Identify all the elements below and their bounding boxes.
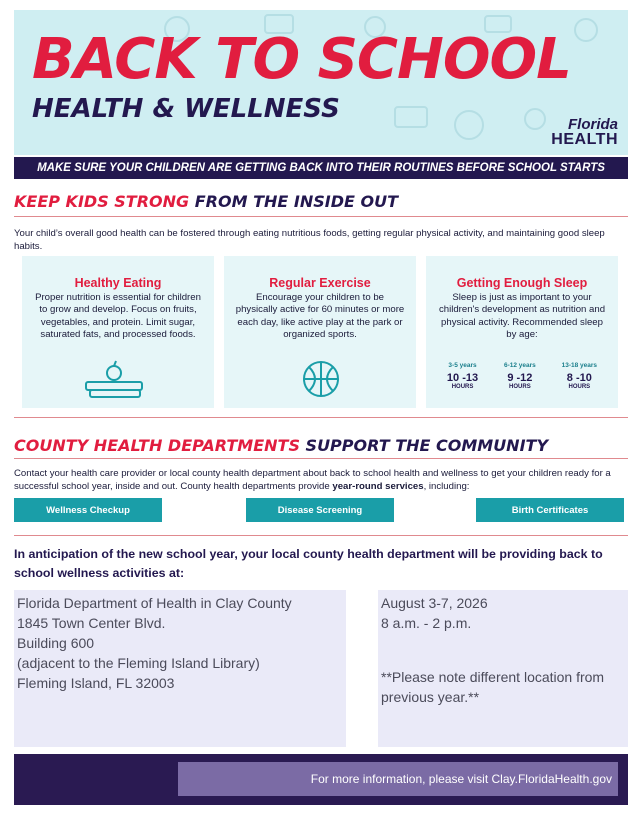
card-sleep xyxy=(426,256,618,408)
doodle-open-book xyxy=(394,106,428,128)
event-time: 8 a.m. - 2 p.m. xyxy=(381,615,472,631)
divider xyxy=(14,535,628,536)
logo-line2: HEALTH xyxy=(551,131,618,149)
heading-red-part: KEEP KIDS STRONG xyxy=(14,192,190,211)
birth-certificates-button[interactable]: Birth Certificates xyxy=(476,498,624,522)
disease-screening-button[interactable]: Disease Screening xyxy=(246,498,394,522)
services-text-end: , including: xyxy=(423,481,470,492)
more-info-link[interactable]: For more information, please visit Clay.FloridaHealth.gov xyxy=(178,762,618,796)
card-title: Regular Exercise xyxy=(269,276,371,290)
sleep-unit: HOURS xyxy=(451,384,474,390)
sleep-hours: 10 -13 xyxy=(446,372,479,384)
divider xyxy=(14,458,628,459)
doodle-lightbulb xyxy=(524,108,546,130)
card-text: Proper nutrition is essential for children to grow and develop. Focus on fruits, vegetables, and protein. Limit sugar, saturated fats, and processed foods. xyxy=(35,292,201,340)
divider xyxy=(14,417,628,418)
card-title: Healthy Eating xyxy=(74,276,162,290)
location-box xyxy=(14,590,346,747)
intro-paragraph: Your child’s overall good health can be fostered through eating nutritious foods, getting regular physical activity, and maintaining good sleep habits. xyxy=(14,228,605,252)
section-heading-county xyxy=(14,436,548,455)
card-healthy-eating xyxy=(22,256,214,408)
sleep-table xyxy=(434,362,610,390)
sleep-hours: 8 -10 xyxy=(566,372,592,384)
schedule-box xyxy=(378,590,628,747)
services-text: Contact your health care provider or local county health department about back to school health and wellness to get your children ready for a successful school year, inside and out. County health departments provide xyxy=(14,468,611,492)
sleep-age: 6-12 years xyxy=(503,362,536,369)
wellness-checkup-button[interactable]: Wellness Checkup xyxy=(14,498,162,522)
spacer xyxy=(381,633,625,667)
heading-red-part: COUNTY HEALTH DEPARTMENTS xyxy=(14,436,300,455)
sleep-unit: HOURS xyxy=(568,384,591,390)
sleep-age: 13-18 years xyxy=(561,362,598,369)
doodle-atom xyxy=(454,110,484,140)
sleep-group xyxy=(504,362,536,390)
activities-lead: In anticipation of the new school year, your local county health department will be providing back to school wellness activities at: xyxy=(14,547,603,580)
sleep-age: 3-5 years xyxy=(448,362,477,369)
sleep-hours: 9 -12 xyxy=(507,372,533,384)
location-line: (adjacent to the Fleming Island Library) xyxy=(17,655,260,671)
location-line: 1845 Town Center Blvd. xyxy=(17,615,166,631)
event-date: August 3-7, 2026 xyxy=(381,595,488,611)
card-text: Encourage your children to be physically active for 60 minutes or more each day, like active play at the park or organized sports. xyxy=(235,292,405,340)
services-bold: year-round services xyxy=(332,481,424,492)
section-heading-strong xyxy=(14,192,398,211)
doodle-globe xyxy=(574,18,598,42)
sleep-group xyxy=(447,362,478,390)
services-paragraph xyxy=(14,467,626,493)
main-title: BACK TO SCHOOL xyxy=(32,27,571,92)
card-regular-exercise xyxy=(224,256,416,408)
location-line: Fleming Island, FL 32003 xyxy=(17,675,175,691)
subtitle: HEALTH & WELLNESS xyxy=(32,94,340,124)
header-banner xyxy=(14,10,628,155)
location-line: Florida Department of Health in Clay County xyxy=(17,595,292,611)
footer xyxy=(14,754,628,805)
logo-line1: Florida xyxy=(567,116,618,133)
heading-navy-part: FROM THE INSIDE OUT xyxy=(189,192,398,211)
sleep-unit: HOURS xyxy=(509,384,531,390)
heading-navy-part: SUPPORT THE COMMUNITY xyxy=(299,436,549,455)
divider xyxy=(14,216,628,217)
sleep-group xyxy=(562,362,597,390)
basketball-icon xyxy=(302,360,340,398)
card-title: Getting Enough Sleep xyxy=(456,276,588,290)
location-line: Building 600 xyxy=(17,635,95,651)
books-apple-icon xyxy=(82,360,148,400)
card-text: Sleep is just as important to your children's development as nutrition and physical activity. Recommended sleep by age: xyxy=(438,292,606,340)
location-note: **Please note different location from previous year.** xyxy=(381,669,605,705)
florida-health-logo xyxy=(551,118,618,147)
tagline-bar: MAKE SURE YOUR CHILDREN ARE GETTING BACK INTO THEIR ROUTINES BEFORE SCHOOL STARTS xyxy=(14,157,628,179)
